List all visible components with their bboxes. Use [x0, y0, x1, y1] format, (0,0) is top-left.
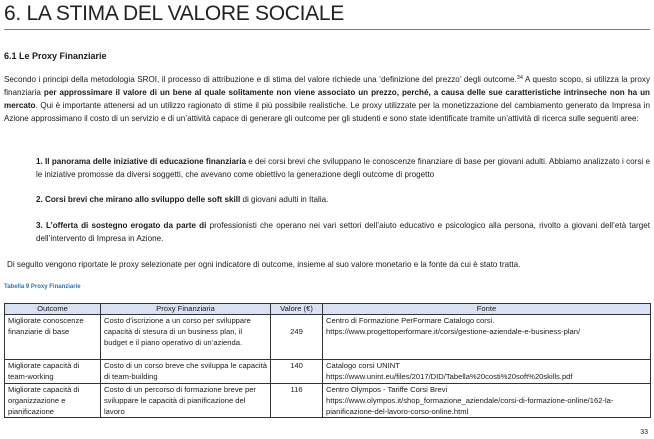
cell-value: 116	[271, 384, 323, 418]
list-item-text: di giovani adulti in Italia.	[240, 195, 329, 204]
cell-source	[323, 360, 651, 384]
intro-paragraph	[4, 73, 650, 125]
proxy-table	[4, 303, 651, 418]
footnote-reference[interactable]: 34	[516, 75, 523, 81]
page-title: 6. LA STIMA DEL VALORE SOCIALE	[4, 2, 344, 25]
table-row	[5, 360, 651, 384]
intro-text-1: Secondo i principi della metodologia SROI, il processo di attribuzione e di stima del valore richiede una ‘definizione del prezzo’ degli outcome.	[4, 75, 517, 84]
cell-proxy: Costo d’iscrizione a un corso per sviluppare capacità di stesura di un business plan, il budget e il piano operativo di un’azienda.	[101, 315, 271, 360]
table-row	[5, 384, 651, 418]
cell-value: 249	[271, 315, 323, 360]
table-caption: Tabella 9 Proxy Finanziarie	[4, 284, 81, 290]
cell-outcome: Migliorate capacità di team-working	[5, 360, 101, 384]
column-header-outcome: Outcome	[5, 304, 101, 315]
cell-proxy: Costo di un corso breve che sviluppa le capacità di team-building	[101, 360, 271, 384]
column-header-proxy: Proxy Finanziaria	[101, 304, 271, 315]
list-item-financial-education	[36, 155, 650, 181]
list-item-bold: 1. Il panorama delle iniziative di educazione finanziaria	[36, 157, 246, 166]
intro-text-3: . Qui è importante attenersi ad un utilizzo ragionato di stime il più possibile realistiche. Le proxy utilizzate per la monetizzazione del cambiamento generato da Impresa in Azione approssimano il costo di un servizio e di un’attività capace di generare gli outcome per gli studenti e sono state identificate tramite un’attività di ricerca sulle seguenti aree:	[4, 101, 650, 123]
source-name: Centro Olympos - Tariffe Corsi Brevi	[326, 385, 448, 394]
list-item-bold: 2. Corsi brevi che mirano allo sviluppo delle soft skill	[36, 195, 241, 204]
cell-source	[323, 315, 651, 360]
source-name: Catalogo corsi UNINT	[326, 361, 400, 370]
table-header-row	[5, 304, 651, 315]
page-number: 33	[640, 429, 648, 436]
cell-proxy: Costo di un percorso di formazione breve per sviluppare le capacità di pianificazione del lavoro	[101, 384, 271, 418]
column-header-source: Fonte	[323, 304, 651, 315]
source-link[interactable]: https://www.progettoperformare.it/corsi/gestione-aziendale-e-business-plan/	[326, 327, 581, 336]
cell-outcome: Migliorate conoscenze finanziarie di base	[5, 315, 101, 360]
cell-value: 140	[271, 360, 323, 384]
section-heading: 6.1 Le Proxy Finanziarie	[4, 51, 107, 61]
list-item-text: e dei corsi brevi che sviluppano le conoscenze finanziare di base per giovani adulti. Abbiamo analizzato i corsi e le iniziative promosse da diversi soggetti, che avevano come obiettivo la generazione degli outcome di progetto	[36, 157, 651, 179]
list-item-soft-skills	[36, 193, 650, 206]
table-row	[5, 315, 651, 360]
cell-outcome: Migliorate capacità di organizzazione e pianificazione	[5, 384, 101, 418]
intro-bold-text: per approssimare il valore di un bene al quale solitamente non viene associato un prezzo, perché, a causa delle sue caratteristiche intrinseche non ha un mercato	[4, 88, 650, 110]
summary-paragraph: Di seguito vengono riportate le proxy selezionate per ogni indicatore di outcome, insieme al suo valore monetario e la fonte da cui è stato tratta.	[7, 260, 521, 269]
source-link[interactable]: https://www.unint.eu/files/2017/DID/Tabella%20costi%20soft%20skills.pdf	[326, 372, 573, 381]
source-link[interactable]: https://www.olympos.it/shop_formazione_aziendale/corsi-di-formazione-online/162-la-pianificazione-del-lavoro-corso-online.html	[326, 396, 614, 416]
column-header-value: Valore (€)	[271, 304, 323, 315]
source-name: Centro di Formazione PerFormare Catalogo corsi.	[326, 316, 495, 325]
title-divider	[4, 29, 650, 30]
list-item-support-offer	[36, 219, 650, 245]
list-item-bold: 3. L’offerta di sostegno erogato da parte di	[36, 221, 207, 230]
cell-source	[323, 384, 651, 418]
list-item-text: professionisti che operano nei vari settori dell’aiuto educativo e psicologico alla persona, rivolto a giovani dell’età target dell’intervento di Impresa in Azione.	[36, 221, 650, 243]
intro-text-2: A questo scopo, si utilizza la proxy finanziaria	[4, 75, 650, 97]
